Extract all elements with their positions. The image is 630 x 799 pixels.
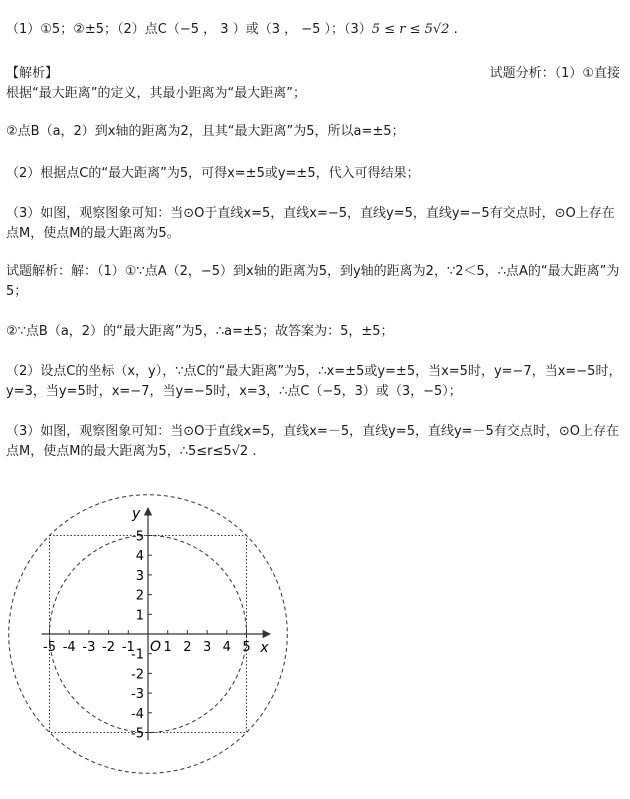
x-tick-label: 3 [202, 640, 212, 655]
coordinate-graph [0, 478, 300, 798]
answer-part1: （1）①5；②±5；（2）点C（−5 ， 3 ）或（3 ， −5 ）；（3） [6, 22, 372, 37]
analysis-line-1: 根据“最大距离”的定义，其最小距离为“最大距离”； [6, 86, 306, 101]
solution-line-3: （2）设点C的坐标（x，y），∵点C的“最大距离”为5，∴x=±5或y=±5，当x=5时，y=−7，当x=−5时，y=3，当y=5时，x=−7，当y=−5时，x=3，∴点C（−5，3）或（3，−5）； [6, 364, 622, 399]
x-tick-label: -1 [121, 640, 135, 655]
y-tick-label: -4 [131, 706, 144, 722]
x-tick-label: -2 [102, 640, 116, 655]
y-tick-label: -2 [131, 667, 144, 683]
y-tick-label: 5 [135, 529, 144, 545]
solution-line-1: 试题解析：解：（1）①∵点A（2，−5）到x轴的距离为5，到y轴的距离为2，∵2＜5，∴点A的“最大距离”为5； [6, 264, 620, 299]
analysis-right-header: 试题分析：（1）①直接 [489, 66, 620, 81]
analysis-label: 【解析】 [6, 66, 59, 81]
x-axis-label: x [260, 640, 269, 656]
answer-line [6, 22, 458, 38]
analysis-line-3: （2）根据点C的“最大距离”为5，可得x=±5或y=±5，代入可得结果； [6, 166, 420, 181]
y-tick-label: 2 [135, 588, 144, 604]
answer-range: 5 ≤ r ≤ 5√2 [371, 22, 450, 37]
y-tick-label: 4 [135, 549, 144, 565]
x-tick-label: -5 [43, 640, 56, 655]
x-tick-label: -3 [82, 640, 96, 655]
answer-end: . [449, 22, 458, 37]
y-tick-label: -1 [131, 647, 144, 663]
solution-line-2: ②∵点B（a，2）的“最大距离”为5，∴a=±5；故答案为：5，±5； [6, 324, 394, 339]
y-tick-label: 3 [135, 568, 144, 584]
analysis-line-4: （3）如图，观察图象可知：当⊙O于直线x=5，直线x=−5，直线y=5，直线y=−5有交点时，⊙O上存在点M，使点M的最大距离为5。 [6, 206, 615, 241]
origin-label: O [150, 639, 162, 655]
y-tick-label: 1 [135, 608, 144, 624]
analysis-line-2: ②点B（a，2）到x轴的距离为2，且其“最大距离”为5，所以a=±5； [6, 124, 405, 139]
x-tick-label: 2 [183, 640, 192, 655]
y-tick-label: -3 [131, 687, 144, 703]
y-axis-label: y [132, 505, 141, 522]
x-tick-label: 5 [242, 640, 251, 655]
x-tick-label: 1 [163, 640, 172, 655]
solution-line-4: （3）如图，观察图象可知：当⊙O于直线x=5，直线x=－5，直线y=5，直线y=－5有交点时，⊙O上存在点M，使点M的最大距离为5，∴5≤r≤5√2 . [6, 424, 619, 459]
x-tick-label: -4 [62, 640, 76, 655]
y-tick-label: -5 [131, 726, 144, 742]
x-tick-label: 4 [222, 640, 231, 655]
